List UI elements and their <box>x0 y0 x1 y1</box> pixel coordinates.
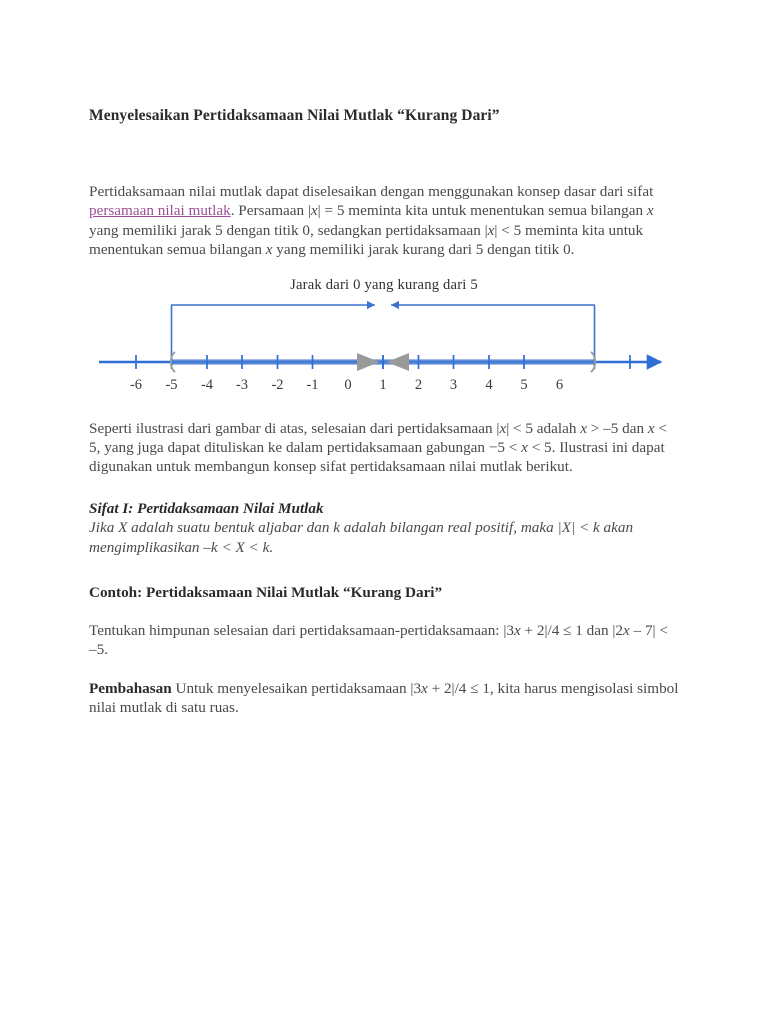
math-var-x-3: x <box>487 221 495 239</box>
intro-text-2: . Persamaan | <box>230 202 311 220</box>
document-content <box>89 106 679 717</box>
math-var-x-7: x <box>647 420 655 438</box>
svg-text:-2: -2 <box>271 377 284 394</box>
svg-text:0: 0 <box>344 377 352 394</box>
example-text-3: – 7| < –5. <box>89 621 668 658</box>
math-var-x-6: x <box>580 420 587 438</box>
svg-text:-6: -6 <box>129 377 143 394</box>
intro-text-4: yang memiliki jarak 5 dengan titik 0, sedangkan pertidaksamaan | <box>89 221 488 239</box>
after-text-1: Seperti ilustrasi dari gambar di atas, selesaian dari pertidaksamaan | <box>89 420 500 438</box>
example-text-1: Tentukan himpunan selesaian dari pertidaksamaan-pertidaksamaan: |3 <box>89 621 514 639</box>
discussion-text-2: + 2|/4 ≤ 1, kita harus mengisolasi simbol nilai mutlak di satu ruas. <box>89 680 679 717</box>
svg-text:-5: -5 <box>165 377 178 394</box>
math-var-x-10: x <box>623 621 630 639</box>
intro-text-6: yang memiliki jarak kurang dari 5 dengan titik 0. <box>272 240 575 258</box>
discussion-text-1: Untuk menyelesaikan pertidaksamaan |3 <box>171 680 422 698</box>
svg-text:5: 5 <box>520 377 528 394</box>
property-body: Jika X adalah suatu bentuk aljabar dan k adalah bilangan real positif, maka |X| < k akan mengimplikasikan –k < X < k. <box>89 519 634 556</box>
after-text-3: > –5 dan <box>586 420 648 438</box>
number-line-svg <box>89 277 679 405</box>
svg-text:-1: -1 <box>306 377 319 394</box>
bracket-span <box>171 305 595 362</box>
example-heading: Contoh: Pertidaksamaan Nilai Mutlak “Kurang Dari” <box>89 583 443 601</box>
svg-text:-3: -3 <box>235 377 249 394</box>
property-heading: Sifat I: Pertidaksamaan Nilai Mutlak <box>89 499 324 517</box>
math-var-x-9: x <box>513 621 521 639</box>
svg-text:1: 1 <box>379 377 387 394</box>
after-text-5: < 5. Ilustrasi ini dapat digunakan untuk membangun konsep sifat pertidaksamaan nilai mutlak berikut. <box>89 439 665 476</box>
math-var-x-8: x <box>521 439 528 457</box>
svg-text:4: 4 <box>485 377 493 394</box>
after-figure-paragraph <box>89 419 679 477</box>
persamaan-nilai-mutlak-link[interactable]: persamaan nilai mutlak <box>89 202 231 220</box>
svg-text:3: 3 <box>449 377 458 394</box>
example-paragraph <box>89 621 679 659</box>
page-title: Menyelesaikan Pertidaksamaan Nilai Mutlak “Kurang Dari” <box>89 107 500 124</box>
discussion-paragraph <box>89 679 679 717</box>
number-line-figure <box>89 277 679 405</box>
axis-tick-labels <box>130 377 563 393</box>
svg-text:2: 2 <box>414 377 423 394</box>
svg-text:-4: -4 <box>200 377 214 394</box>
math-var-x-4: x <box>265 240 273 258</box>
after-text-2: | < 5 adalah <box>506 420 581 438</box>
svg-text:6: 6 <box>555 377 564 394</box>
intro-text-3: | = 5 meminta kita untuk menentukan semua bilangan <box>317 202 647 220</box>
math-var-x-2: x <box>646 202 654 220</box>
intro-text-1: Pertidaksamaan nilai mutlak dapat diselesaikan dengan menggunakan konsep dasar dari sifat <box>89 183 654 201</box>
math-var-x-1: x <box>310 202 318 220</box>
example-text-2: + 2|/4 ≤ 1 dan |2 <box>520 621 624 639</box>
math-var-x-5: x <box>499 420 507 438</box>
math-var-x-11: x <box>421 680 428 698</box>
after-text-4: < 5, yang juga dapat dituliskan ke dalam pertidaksamaan gabungan −5 < <box>89 420 667 457</box>
intro-paragraph <box>89 182 679 259</box>
figure-caption: Jarak dari 0 yang kurang dari 5 <box>290 277 478 294</box>
intro-text-5: | < 5 meminta kita untuk menentukan semua bilangan <box>89 221 644 258</box>
discussion-lead: Pembahasan <box>89 680 172 698</box>
